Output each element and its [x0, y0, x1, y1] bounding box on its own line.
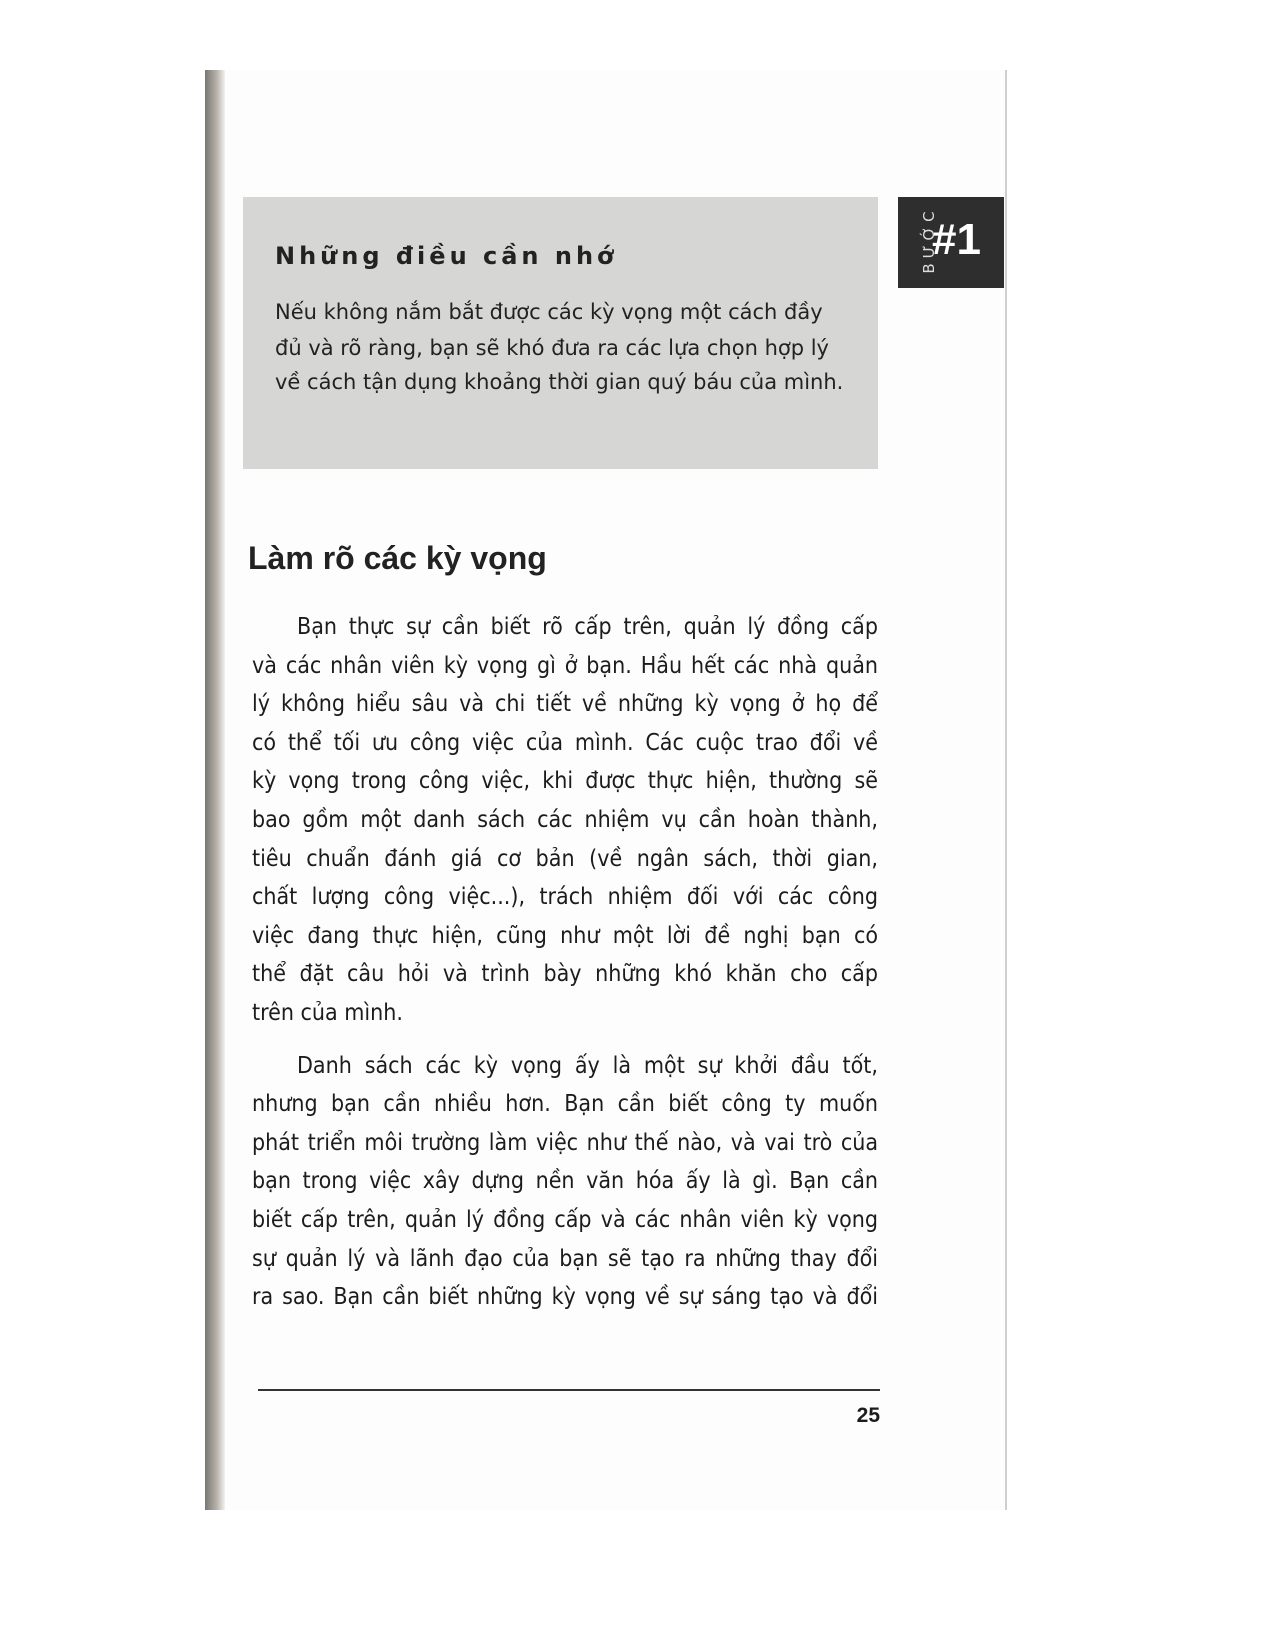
body-line: biết cấp trên, quản lý đồng cấp và các nhân viên kỳ vọng [252, 1207, 878, 1233]
body-line: ra sao. Bạn cần biết những kỳ vọng về sự sáng tạo và đổi [252, 1284, 878, 1311]
body-line: chất lượng công việc...), trách nhiệm đối với các công [252, 884, 878, 911]
section-heading: Làm rõ các kỳ vọng [248, 540, 547, 576]
body-line: tiêu chuẩn đánh giá cơ bản (về ngân sách, thời gian, [252, 845, 878, 872]
reminder-line: về cách tận dụng khoảng thời gian quý báu của mình. [275, 370, 844, 394]
chapter-tab [898, 197, 1004, 288]
body-line: bao gồm một danh sách các nhiệm vụ cần hoàn thành, [252, 807, 878, 833]
body-line: có thể tối ưu công việc của mình. Các cuộc trao đổi về [252, 729, 878, 756]
body-line: nhưng bạn cần nhiều hơn. Bạn cần biết công ty muốn [252, 1091, 878, 1118]
body-line: thể đặt câu hỏi và trình bày những khó khăn cho cấp [252, 961, 878, 988]
body-line: trên của mình. [252, 1000, 403, 1026]
reminder-box [243, 197, 878, 469]
body-line: phát triển môi trường làm việc như thế nào, và vai trò của [252, 1129, 878, 1156]
body-line: và các nhân viên kỳ vọng gì ở bạn. Hầu hết các nhà quản [252, 652, 878, 679]
book-spine-shadow [205, 70, 225, 1510]
footer-rule [258, 1389, 880, 1391]
reminder-box-title: Những điều cần nhớ [275, 242, 618, 270]
body-line: Bạn thực sự cần biết rõ cấp trên, quản lý đồng cấp [297, 614, 878, 640]
reminder-line: Nếu không nắm bắt được các kỳ vọng một cách đầy [275, 300, 823, 324]
chapter-tab-word: BƯỚC [920, 206, 938, 274]
body-line: việc đang thực hiện, cũng như một lời đề nghị bạn có [252, 922, 878, 949]
body-line: bạn trong việc xây dựng nền văn hóa ấy là gì. Bạn cần [252, 1168, 878, 1195]
body-line: sự quản lý và lãnh đạo của bạn sẽ tạo ra những thay đổi [252, 1245, 878, 1272]
body-line: lý không hiểu sâu và chi tiết về những kỳ vọng ở họ để [252, 691, 878, 718]
chapter-tab-number: #1 [932, 215, 981, 264]
body-line: kỳ vọng trong công việc, khi được thực hiện, thường sẽ [252, 768, 878, 795]
body-line: Danh sách các kỳ vọng ấy là một sự khởi đầu tốt, [297, 1052, 878, 1079]
reminder-line: đủ và rõ ràng, bạn sẽ khó đưa ra các lựa chọn hợp lý [275, 336, 829, 360]
page-number: 25 [856, 1404, 880, 1427]
